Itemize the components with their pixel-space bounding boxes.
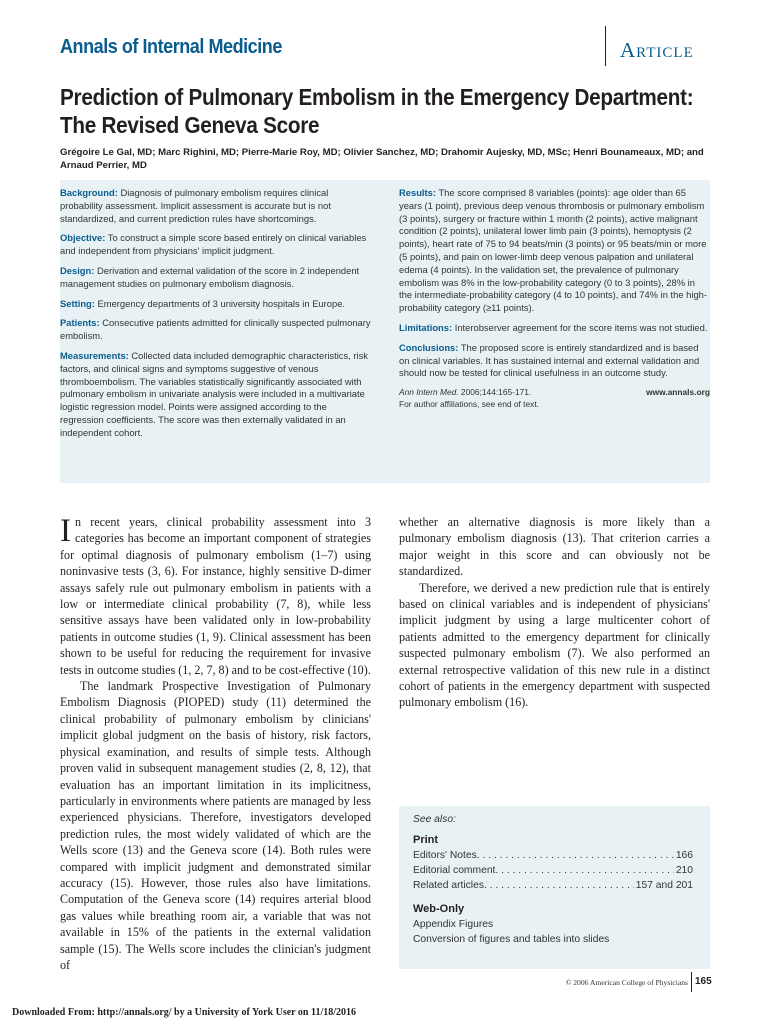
title-line-2: The Revised Geneva Score (60, 112, 320, 138)
abstract-right-column (399, 187, 710, 410)
see-also-heading: See also: (413, 814, 456, 825)
header-divider (605, 26, 606, 66)
abstract-design-section (60, 265, 371, 291)
link-label: Editorial comment (413, 865, 496, 876)
affiliations-note: For author affiliations, see end of text. (399, 398, 539, 409)
print-heading: Print (413, 834, 439, 846)
citation-line (399, 387, 710, 399)
abstract-label: Design: (60, 264, 95, 276)
abstract-text: Consecutive patients admitted for clinically suspected pulmonary embolism. (60, 317, 371, 342)
see-also-link[interactable] (413, 863, 693, 878)
page-number: 165 (695, 976, 712, 987)
section-label: Article (620, 38, 694, 62)
drop-cap: I (60, 513, 71, 549)
body-paragraph: whether an alternative diagnosis is more likely than a pulmonary embolism diagnosis (13). That criterion carries a major weight in this score and can obviously not be standardized. (399, 515, 710, 579)
citation-details: 2006;144:165-171. (458, 387, 532, 398)
see-also-link[interactable] (413, 878, 693, 893)
abstract-label: Objective: (60, 232, 106, 244)
abstract-text: Diagnosis of pulmonary embolism requires clinical probability assessment. Implicit assessment is accurate but is not standardized, and current prediction rules have shortcomings. (60, 187, 331, 224)
body-paragraph: Therefore, we derived a new prediction rule that is entirely based on clinical variables and is independent of physicians' implicit judgment by using a large multicenter cohort of patients admitted to the emergency department for clinically suspected pulmonary embolism (7). We also performed an external retrospective validation of this new rule in a distinct cohort of patients in the emergency department with suspected pulmonary embolism (16). (399, 580, 710, 710)
abstract-label: Conclusions: (399, 341, 459, 353)
abstract-setting-section (60, 298, 371, 311)
see-also-link[interactable] (413, 848, 693, 863)
abstract-text: Emergency departments of 3 university hospitals in Europe. (97, 297, 346, 309)
see-also-content (413, 812, 693, 947)
copyright-notice: © 2006 American College of Physicians (565, 978, 688, 987)
abstract-text: The score comprised 8 variables (points): age older than 65 years (1 point), previous deep venous thrombosis or pulmonary embolism (3 points), surgery or fracture within 1 month (2 points), active malignant condition (2 points), unilateral lower limb pain (3 points), hemoptysis (2 points), heart rate of 75 to 94 beats/min (3 points) or 95 beats/min or more (5 points), and pain on lower-limb deep venous palpation and unilateral edema (4 points). In the validation set, the prevalence of pulmonary embolism was 8% in the low-probability category (0 to 3 points), 28% in the intermediate-probability category (4 to 10 points), and 74% in the high-probability category (≥11 points). (399, 187, 707, 314)
link-page: 157 and 201 (635, 880, 693, 891)
paragraph-text: n recent years, clinical probability assessment into 3 categories has become an important component of strategies for optimal diagnosis of pulmonary embolism (1–7) using noninvasive tests (3, 6). For instance, highly sensitive D-dimer assays safely rule out pulmonary embolism in patients with a low or intermediate clinical probability (7, 8), while less sensitive assays have been validated only in low-probability patients in outcome studies (1, 9). Clinical assessment has been shown to be useful for reducing the requirement for invasive tests in outcome studies (1, 2, 7, 8) and to be cost-effective (10). (60, 515, 371, 677)
link-page: 166 (675, 850, 693, 861)
leader-dots (495, 863, 673, 878)
abstract-label: Results: (399, 187, 436, 198)
abstract-conclusions-section (399, 342, 710, 380)
abstract-text: To construct a simple score based entirely on clinical variables and independent from physicians' implicit judgment. (60, 232, 367, 257)
journal-name: Annals of Internal Medicine (60, 36, 282, 58)
title-line-1: Prediction of Pulmonary Embolism in the Emergency Department: (60, 84, 694, 110)
web-only-link[interactable]: Conversion of figures and tables into slides (413, 934, 610, 945)
author-list: Grégoire Le Gal, MD; Marc Righini, MD; Pierre-Marie Roy, MD; Olivier Sanchez, MD; Drahomir Aujesky, MD, MSc; Henri Bounameaux, MD; and Arnaud Perrier, MD (60, 147, 704, 171)
link-page: 210 (675, 865, 693, 876)
body-right-column (399, 514, 710, 711)
web-only-link[interactable]: Appendix Figures (413, 919, 494, 930)
link-label: Editors' Notes (413, 850, 477, 861)
download-stamp: Downloaded From: http://annals.org/ by a University of York User on 11/18/2016 (12, 1007, 356, 1018)
abstract-label: Measurements: (60, 349, 129, 361)
abstract-text: Derivation and external validation of the score in 2 independent management studies on pulmonary embolism diagnosis. (60, 264, 360, 289)
leader-dots (484, 878, 634, 893)
abstract-measurements-section (60, 350, 371, 440)
abstract-left-column (60, 187, 371, 447)
abstract-text: Interobserver agreement for the score items was not studied. (454, 321, 708, 333)
link-label: Related articles (413, 880, 484, 891)
leader-dots (477, 848, 674, 863)
abstract-text: The proposed score is entirely standardized and is based on clinical variables. It has sustained internal and external validation and should now be tested for clinical usefulness in an outcome study. (399, 341, 700, 379)
body-left-column (60, 514, 371, 973)
journal-url-link[interactable]: www.annals.org (646, 387, 710, 398)
abstract-label: Patients: (60, 317, 100, 329)
abstract-limitations-section (399, 322, 710, 335)
abstract-label: Limitations: (399, 321, 453, 333)
article-title (60, 83, 694, 139)
body-paragraph (60, 514, 371, 678)
abstract-text: Collected data included demographic characteristics, risk factors, and clinical signs and symptoms suggestive of venous thromboembolism. The variables statistically significantly associated with pulmonary embolism in univariate analysis were included in a multivariate logistic regression model. Points were assigned according to the regression coefficients. The score was then externally validated in an independent cohort. (60, 349, 368, 438)
page-number-divider (691, 972, 692, 992)
abstract-results-section (399, 187, 710, 315)
abstract-objective-section (60, 232, 371, 258)
web-only-heading: Web-Only (413, 903, 465, 915)
abstract-background-section (60, 187, 371, 225)
abstract-label: Background: (60, 187, 118, 198)
body-paragraph: The landmark Prospective Investigation of Pulmonary Embolism Diagnosis (PIOPED) study (11) determined the clinical probability of pulmonary embolism by clinicians' implicit global judgment on the basis of history, risk factors, physical examination, and results of simple tests. Although proven valid in subsequent management studies (2, 8, 12), that evaluation has an important limitation in its implicitness, particularly in environments where patients are managed by less experienced physicians. Therefore, investigators developed prediction rules, the most widely validated of which are the Wells score (13) and the Geneva score (14). Both rules were compared with implicit judgment and demonstrated similar accuracy (15). However, those rules also have limitations. Computation of the Geneva score (14) requires arterial blood gas values while breathing room air, a variable that was not available in 15% of the patients in the external validation sample (15). The Wells score includes the clinician's judgment of (60, 679, 371, 972)
abstract-patients-section (60, 317, 371, 343)
citation-journal: Ann Intern Med. (399, 387, 459, 398)
abstract-label: Setting: (60, 297, 95, 309)
